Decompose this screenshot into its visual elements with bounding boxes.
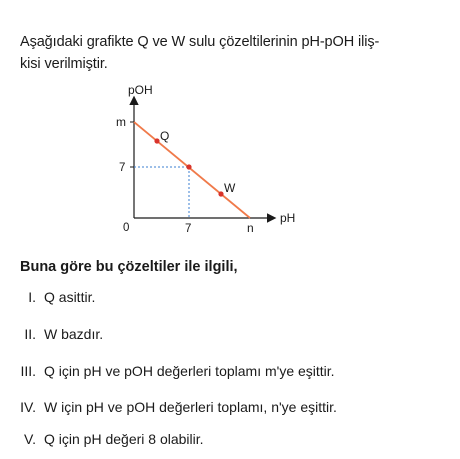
question-prompt: Buna göre bu çözeltiler ile ilgili, bbox=[20, 259, 238, 275]
y-tick-7-label: 7 bbox=[119, 162, 126, 174]
question-text bbox=[20, 31, 440, 75]
statement-text: Q asittir. bbox=[44, 289, 96, 305]
statement-number: IV. bbox=[20, 399, 36, 415]
point-neutral bbox=[186, 164, 191, 169]
statement-text: W için pH ve pOH değerleri toplamı, n'ye eşittir. bbox=[44, 399, 337, 415]
origin-label: 0 bbox=[123, 222, 130, 234]
y-tick-m-label: m bbox=[116, 115, 126, 129]
point-w bbox=[218, 191, 223, 196]
x-tick-n-label: n bbox=[247, 221, 254, 235]
statement-text: W bazdır. bbox=[44, 326, 104, 342]
x-axis-label: pH bbox=[280, 211, 296, 225]
point-q-label: Q bbox=[160, 129, 170, 143]
statement-number: II. bbox=[24, 326, 36, 342]
point-q bbox=[154, 138, 159, 143]
question-line-2: kisi verilmiştir. bbox=[20, 56, 108, 72]
x-tick-7-label: 7 bbox=[185, 223, 192, 235]
statement-number: III. bbox=[20, 363, 36, 379]
point-w-label: W bbox=[224, 181, 236, 195]
ph-poh-line bbox=[134, 122, 250, 218]
statement-number: I. bbox=[28, 289, 36, 305]
statement-text: Q için pH değeri 8 olabilir. bbox=[44, 431, 204, 447]
y-axis-label: pOH bbox=[128, 83, 153, 97]
question-line-1: Aşağıdaki grafikte Q ve W sulu çözeltilerinin pH-pOH iliş- bbox=[20, 34, 380, 50]
statement-text: Q için pH ve pOH değerleri toplamı m'ye eşittir. bbox=[44, 363, 335, 379]
ph-poh-graph bbox=[100, 82, 310, 242]
statement-number: V. bbox=[24, 431, 36, 447]
